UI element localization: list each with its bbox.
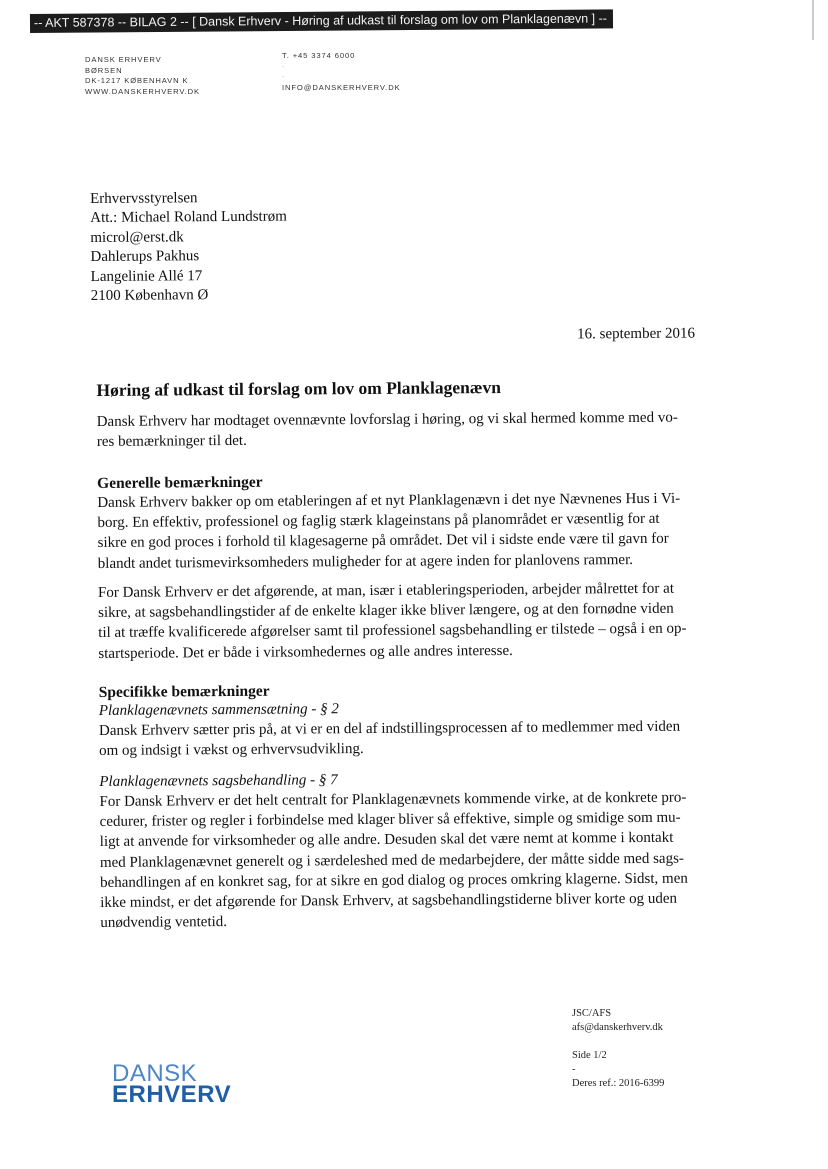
recipient-line: Att.: Michael Roland Lundstrøm [90,208,287,227]
recipient-line: microl@erst.dk [90,229,184,246]
general-paragraph-2 [98,579,687,664]
recipient-line: Langelinie Allé 17 [90,267,203,285]
text-line: res bemærkninger til det. [96,433,247,451]
sender-city: DK-1217 KØBENHAVN K [85,76,189,85]
text-line: om og indsigt i vækst og erhvervsudvikling. [99,741,364,760]
text-line: cedurer, frister og regler i forbindelse med klager bliver så effektive, simple og smidige som mu- [99,809,681,831]
recipient-line: 2100 København Ø [90,287,209,305]
text-line: startsperiode. Det er både i virksomhedernes og alle andres interesse. [98,642,513,662]
document-stamp: -- AKT 587378 -- BILAG 2 -- [ Dansk Erhverv - Høring af udkast til forslag om lov om Planklagenævn ] -- [30,9,613,33]
text-line: For Dansk Erhverv er det afgørende, at man, især i etableringsperioden, arbejder målrettet for at [97,580,675,601]
author-initials: JSC/AFS [572,1008,612,1019]
logo-line-1: DANSK [112,1060,198,1087]
text-line: Dansk Erhverv sætter pris på, at vi er en del af indstillingsprocessen af to medlemmer med viden [98,718,681,739]
text-line: behandlingen af en konkret sag, for at sikre en god dialog og proces omkring klagerne. Sidst, men [100,870,688,891]
letter-body [90,186,701,932]
text-line: sikre en god proces i forhold til klagesagerne på området. Det vil i sidste ende være til gavn for [97,531,669,552]
recipient-line: Dahlerups Pakhus [90,248,200,266]
letter-footer [572,1007,664,1091]
text-line: unødvendig ventetid. [100,914,228,932]
page-number: Side 1/2 [572,1050,607,1061]
sender-website: WWW.DANSKERHVERV.DK [85,86,200,96]
general-paragraph-1 [97,489,680,574]
text-line: borg. En effektiv, professionel og faglig stærk klageinstans på planområdet er væsentlig for at [97,511,660,532]
sender-name: DANSK ERHVERV [85,55,162,64]
sender-building: BØRSEN [85,65,123,75]
author-email: afs@danskerhverv.dk [572,1022,663,1033]
recipient-line: Erhvervsstyrelsen [90,190,198,207]
footer-dash: - [572,1064,576,1075]
text-line: ligt at anvende for virksomheder og alle andre. Desuden skal det være nemt at komme i kontakt [99,830,674,851]
dansk-erhverv-logo [112,1060,232,1108]
section-7-subheading: Planklagenævnets sagsbehandling - § 7 [99,772,338,790]
intro-paragraph [97,408,678,453]
text-line: blandt andet turismevirksomheders muligheder for at agere inden for planlovens rammer. [97,551,634,572]
letter-date: 16. september 2016 [577,325,696,343]
section-2-subheading: Planklagenævnets sammensætning - § 2 [98,701,339,719]
reference-number: Deres ref.: 2016-6399 [572,1078,665,1089]
text-line: med Planklagenævnet generelt og i særdeleshed med de medarbejdere, der måtte sidde med sags- [99,850,684,871]
sender-contact [282,51,401,93]
specific-heading: Specifikke bemærkninger [98,682,270,701]
section-7-paragraph [99,788,688,934]
contact-dash: - [282,72,286,81]
text-line: For Dansk Erhverv er det helt centralt for Planklagenævnets kommende virke, at de konkrete pro- [99,789,687,810]
text-line: til at træffe kvalificerede afgørelser samt til professionel sagsbehandling er tilstede – også i en op- [98,621,687,642]
text-line: sikre, at sagsbehandlingstider af de enkelte klager ikke bliver længere, og at den fornødne viden [98,600,674,622]
logo-line-2: ERHVERV [112,1081,232,1108]
recipient-address [90,186,701,307]
text-line: Dansk Erhverv bakker op om etableringen af et nyt Planklagenævn i det nye Nævnenes Hus i Vi- [97,490,681,511]
text-line: ikke mindst, er det afgørende for Dansk Erhverv, at sagsbehandlingstiderne bliver korte og uden [100,890,678,911]
text-line: Dansk Erhverv har modtaget ovennævnte lovforslag i høring, og vi skal hermed komme med vo- [96,409,678,430]
contact-dash: - [282,61,286,71]
general-heading: Generelle bemærkninger [97,473,263,492]
sender-address [85,55,200,97]
scan-edge [812,0,814,40]
sender-phone: T. +45 3374 6000 [282,51,356,60]
sender-email: INFO@DANSKERHVERV.DK [282,82,401,92]
letter-title: Høring af udkast til forslag om lov om Planklagenævn [96,376,502,400]
section-2-paragraph [99,717,680,762]
